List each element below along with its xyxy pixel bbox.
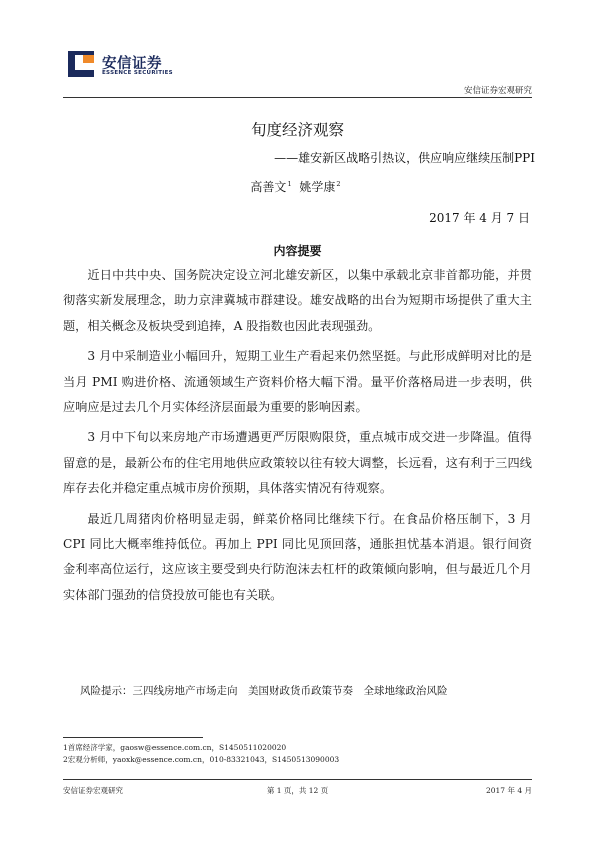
footnote-item: 1首席经济学家，gaosw@essence.com.cn，S1450511020020 xyxy=(63,743,287,752)
footnote-divider xyxy=(63,737,203,738)
logo-name-en: ESSENCE SECURITIES xyxy=(102,70,173,76)
risk-warning: 风险提示：三四线房地产市场走向 美国财政货币政策节奏 全球地缘政治风险 xyxy=(80,685,448,697)
footnote-item: 2宏观分析师，yaoxk@essence.com.cn，010-83321043，S1450513090003 xyxy=(63,755,340,764)
header-series-label: 安信证券宏观研究 xyxy=(463,86,532,96)
author-footnote-ref: 1 xyxy=(287,180,292,188)
footer-divider xyxy=(63,779,532,780)
logo-name-cn: 安信证券 xyxy=(102,56,162,72)
author-name: 姚学康 xyxy=(299,180,336,194)
header-divider xyxy=(63,97,532,98)
footer-series-label: 安信证券宏观研究 xyxy=(63,786,123,795)
author-footnote-ref: 2 xyxy=(336,180,341,188)
summary-paragraph: 3 月中采制造业小幅回升，短期工业生产看起来仍然坚挺。与此形成鲜明对比的是当月 PMI 购进价格、流通领域生产资料价格大幅下滑。量平价落格局进一步表明，供应响应是过去几个月实体经济层面最为重要的影响因素。 xyxy=(63,349,532,415)
footer-date: 2017 年 4 月 xyxy=(485,786,532,795)
summary-paragraph: 3 月中下旬以来房地产市场遭遇更严厉限购限贷，重点城市成交进一步降温。值得留意的是，最新公布的住宅用地供应政策较以往有较大调整，长远看，这有利于三四线库存去化并稳定重点城市房价预期，具体落实情况有待观察。 xyxy=(63,430,532,496)
report-subtitle: ——雄安新区战略引热议，供应响应继续压制PPI xyxy=(274,151,535,165)
author-name: 高善文 xyxy=(250,180,287,194)
footnotes xyxy=(63,742,339,766)
summary-body xyxy=(63,263,532,613)
summary-heading: 内容提要 xyxy=(273,244,322,258)
summary-paragraph: 最近几周猪肉价格明显走弱，鲜菜价格同比继续下行。在食品价格压制下，3 月 CPI 同比大概率维持低位。再加上 PPI 同比见顶回落，通胀担忧基本消退。银行间资金利率高位运行，这应该主要受到央行防泡沫去杠杆的政策倾向影响，但与最近几个月实体部门强劲的信贷投放可能也有关联。 xyxy=(63,511,532,602)
essence-logo-icon xyxy=(68,51,94,77)
logo-square-orange xyxy=(83,55,94,63)
page-number: 第 1 页，共 12 页 xyxy=(266,786,329,795)
author-list xyxy=(0,178,595,195)
report-date: 2017 年 4 月 7 日 xyxy=(429,211,530,225)
summary-paragraph: 近日中共中央、国务院决定设立河北雄安新区，以集中承载北京非首都功能，并贯彻落实新发展理念，助力京津冀城市群建设。雄安战略的出台为短期市场提供了重大主题，相关概念及板块受到追捧，A 股指数也因此表现强劲。 xyxy=(63,268,532,333)
report-title: 旬度经济观察 xyxy=(250,121,344,139)
